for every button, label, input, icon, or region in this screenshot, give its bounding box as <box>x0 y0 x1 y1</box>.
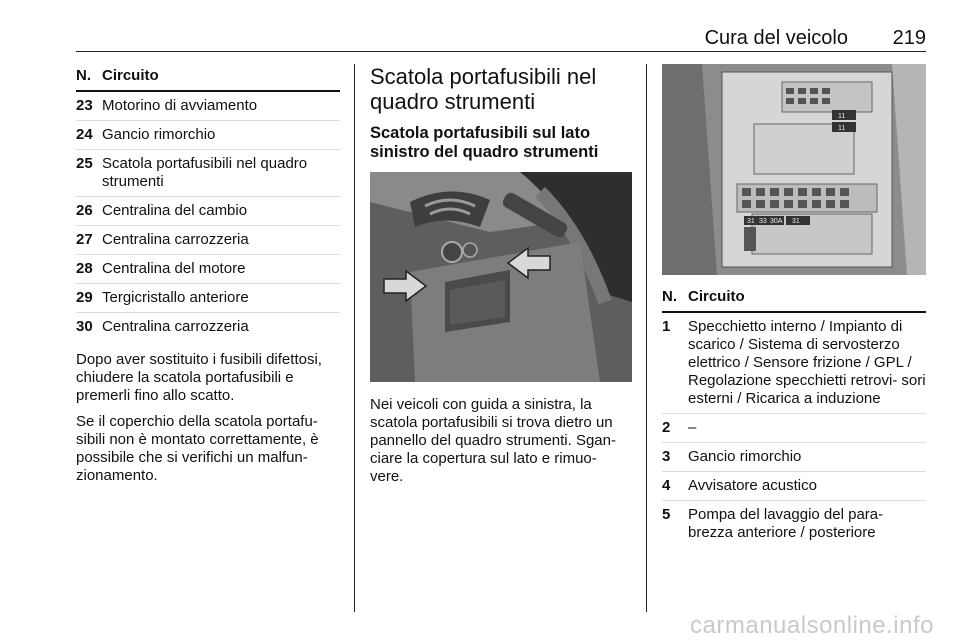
table-row <box>76 226 340 255</box>
fuse-table-continued <box>76 64 340 341</box>
fuse-label: 11 <box>838 113 846 120</box>
dashboard-illustration <box>370 172 632 382</box>
table-row <box>76 284 340 313</box>
circuit-name: Specchietto interno / Impianto di scarico / Sistema di servosterzo elettrico / Sensore frizione / GPL / Regolazione specchietti retrovi- sori esterni / Ricarica a induzione <box>688 318 926 407</box>
table-row <box>76 313 340 341</box>
table-row <box>662 501 926 547</box>
fuse-box-photo <box>662 64 926 275</box>
section-heading: Scatola portafusibili nel quadro strumenti <box>370 64 597 114</box>
fuse-box-illustration <box>662 64 926 275</box>
fuse-number: 28 <box>76 260 93 277</box>
paragraph: Se il coperchio della scatola portafu- sibili non è montato correttamente, è possibile che si verifichi un malfun- zionamento. <box>76 413 319 484</box>
col-number-header: N. <box>662 288 677 305</box>
circuit-name: Centralina del motore <box>102 260 246 277</box>
watermark: carmanualsonline.info <box>690 612 934 639</box>
circuit-name: Scatola portafusibili nel quadro strumenti <box>102 155 308 190</box>
circuit-name: Motorino di avviamento <box>102 97 258 114</box>
paragraph: Nei veicoli con guida a sinistra, la scatola portafusibili si trova dietro un pannello del quadro strumenti. Sgan- ciare la copertura sul lato e rimuo- vere. <box>370 396 616 485</box>
circuit-name: Tergicristallo anteriore <box>102 289 249 306</box>
table-row <box>76 121 340 150</box>
table-row <box>76 150 340 197</box>
table-row <box>76 255 340 284</box>
circuit-name: – <box>688 419 697 436</box>
circuit-name: Centralina carrozzeria <box>102 231 249 248</box>
fuse-number: 4 <box>662 477 671 494</box>
page-number: 219 <box>892 27 926 49</box>
right-column <box>662 64 926 557</box>
fuse-number: 30 <box>76 318 93 335</box>
table-header <box>662 285 926 313</box>
circuit-name: Centralina carrozzeria <box>102 318 249 335</box>
paragraph: Dopo aver sostituito i fusibili difettosi, chiudere la scatola portafusibili e premerli fino allo scatto. <box>76 351 322 404</box>
fuse-label: 31 <box>792 218 800 225</box>
fuse-number: 26 <box>76 202 93 219</box>
circuit-name: Pompa del lavaggio del para- brezza anteriore / posteriore <box>688 506 884 541</box>
left-column <box>76 64 340 485</box>
fuse-label: 31 <box>747 218 755 225</box>
fuse-label: 30A <box>770 218 783 225</box>
middle-column <box>370 64 632 486</box>
fuse-label: 11 <box>838 125 846 132</box>
fuse-number: 23 <box>76 97 93 114</box>
circuit-name: Avvisatore acustico <box>688 477 817 494</box>
section-subheading: Scatola portafusibili sul lato sinistro del quadro strumenti <box>370 124 599 161</box>
col-number-header: N. <box>76 67 91 84</box>
table-row <box>76 92 340 121</box>
fuse-number: 25 <box>76 155 93 172</box>
fuse-number: 27 <box>76 231 93 248</box>
circuit-name: Gancio rimorchio <box>688 448 802 465</box>
table-header <box>76 64 340 92</box>
fuse-number: 5 <box>662 506 671 523</box>
circuit-name: Gancio rimorchio <box>102 126 216 143</box>
table-row <box>662 414 926 443</box>
fuse-number: 2 <box>662 419 671 436</box>
col-circuit-header: Circuito <box>688 288 745 305</box>
fuse-label: 33 <box>759 218 767 225</box>
page-header <box>76 26 926 52</box>
dashboard-panel-photo <box>370 172 632 382</box>
col-circuit-header: Circuito <box>102 67 159 84</box>
column-divider <box>354 64 355 612</box>
table-row <box>662 313 926 414</box>
table-row <box>76 197 340 226</box>
fuse-number: 29 <box>76 289 93 306</box>
fuse-number: 3 <box>662 448 671 465</box>
section-title: Cura del veicolo <box>704 27 848 49</box>
fuse-number: 1 <box>662 318 671 335</box>
fuse-number: 24 <box>76 126 93 143</box>
fuse-table <box>662 285 926 547</box>
column-divider <box>646 64 647 612</box>
circuit-name: Centralina del cambio <box>102 202 248 219</box>
table-row <box>662 443 926 472</box>
table-row <box>662 472 926 501</box>
